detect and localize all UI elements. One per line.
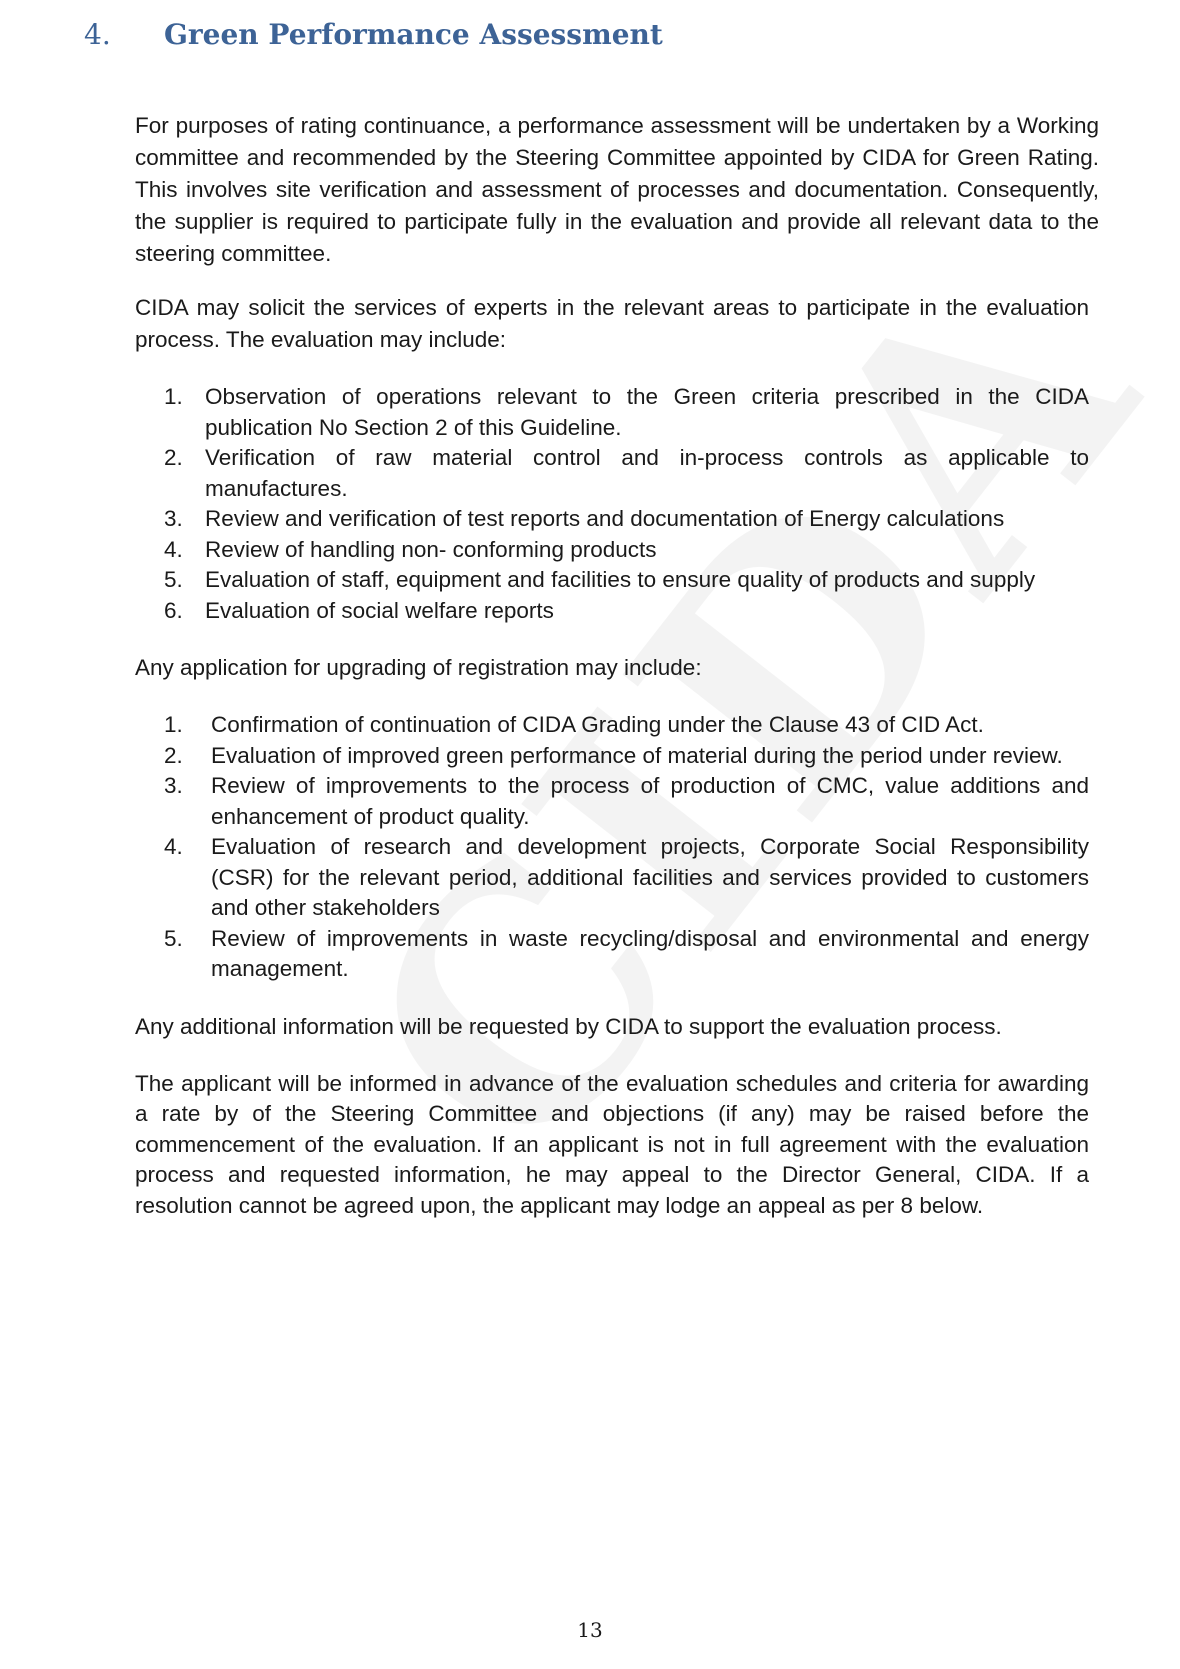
list-item-number: 4. bbox=[164, 834, 183, 859]
experts-paragraph: CIDA may solicit the services of experts in the relevant areas to participate in the evaluation process. The evaluation may include: bbox=[135, 295, 1089, 352]
list-item bbox=[135, 771, 1089, 832]
list-item bbox=[135, 832, 1089, 924]
list-item bbox=[135, 382, 1089, 443]
section-title: Green Performance Assessment bbox=[164, 18, 663, 51]
list-item-text: Verification of raw material control and in-process controls as applicable to manufactures. bbox=[205, 445, 1089, 501]
applicant-paragraph: The applicant will be informed in advance of the evaluation schedules and criteria for awarding a rate by of the Steering Committee and objections (if any) may be raised before the commencement of the evaluation. If an applicant is not in full agreement with the evaluation process and requested information, he may appeal to the Director General, CIDA. If a resolution cannot be agreed upon, the applicant may lodge an appeal as per 8 below. bbox=[135, 1070, 1089, 1218]
additional-info-paragraph: Any additional information will be requested by CIDA to support the evaluation process. bbox=[135, 1013, 1002, 1039]
list-item bbox=[135, 924, 1089, 985]
evaluation-list bbox=[135, 382, 1089, 626]
page-number: 13 bbox=[577, 1618, 603, 1642]
list-item-text: Review of handling non- conforming products bbox=[205, 536, 657, 562]
list-item-number: 1. bbox=[164, 384, 183, 409]
list-item-number: 2. bbox=[164, 742, 183, 768]
list-item bbox=[135, 535, 1089, 566]
section-body bbox=[135, 110, 1100, 1221]
list-item-text: Evaluation of social welfare reports bbox=[205, 597, 554, 623]
list-item-number: 1. bbox=[164, 712, 183, 737]
list-item bbox=[135, 565, 1089, 596]
list-item-text: Evaluation of research and development projects, Corporate Social Responsibility (CSR) for the relevant period, additional facilities and services provided to customers and other stakeholders bbox=[211, 834, 1089, 920]
list-item-text: Evaluation of improved green performance of material during the period under review. bbox=[211, 742, 1063, 768]
list-item-text: Review of improvements to the process of production of CMC, value additions and enhancement of product quality. bbox=[211, 773, 1089, 829]
list-item-number: 2. bbox=[164, 445, 183, 470]
section-number: 4. bbox=[84, 18, 111, 51]
list-item-text: Observation of operations relevant to the Green criteria prescribed in the CIDA publication No Section 2 of this Guideline. bbox=[205, 384, 1089, 440]
list-item-number: 3. bbox=[164, 773, 183, 798]
list-item bbox=[135, 741, 1089, 772]
list-item bbox=[135, 596, 1089, 627]
list-item-number: 3. bbox=[164, 506, 183, 531]
list-item bbox=[135, 504, 1089, 535]
list-item-number: 5. bbox=[164, 925, 183, 951]
section-heading bbox=[84, 18, 663, 51]
upgrading-paragraph: Any application for upgrading of registration may include: bbox=[135, 655, 702, 680]
list-item-text: Review of improvements in waste recycling/disposal and environmental and energy management. bbox=[211, 925, 1089, 981]
list-item-number: 5. bbox=[164, 567, 183, 592]
list-item-number: 6. bbox=[164, 597, 183, 623]
list-item-number: 4. bbox=[164, 536, 183, 562]
list-item-text: Confirmation of continuation of CIDA Grading under the Clause 43 of CID Act. bbox=[211, 712, 984, 737]
list-item bbox=[135, 710, 1089, 741]
intro-paragraph: For purposes of rating continuance, a performance assessment will be undertaken by a Working committee and recommended by the Steering Committee appointed by CIDA for Green Rating. This involves site verification and assessment of processes and documentation. Consequently, the supplier is required to participate fully in the evaluation and provide all relevant data to the steering committee. bbox=[135, 113, 1099, 266]
upgrade-list bbox=[135, 710, 1089, 985]
list-item-text: Evaluation of staff, equipment and facilities to ensure quality of products and supply bbox=[205, 567, 1036, 592]
list-item bbox=[135, 443, 1089, 504]
list-item-text: Review and verification of test reports and documentation of Energy calculations bbox=[205, 506, 1005, 531]
